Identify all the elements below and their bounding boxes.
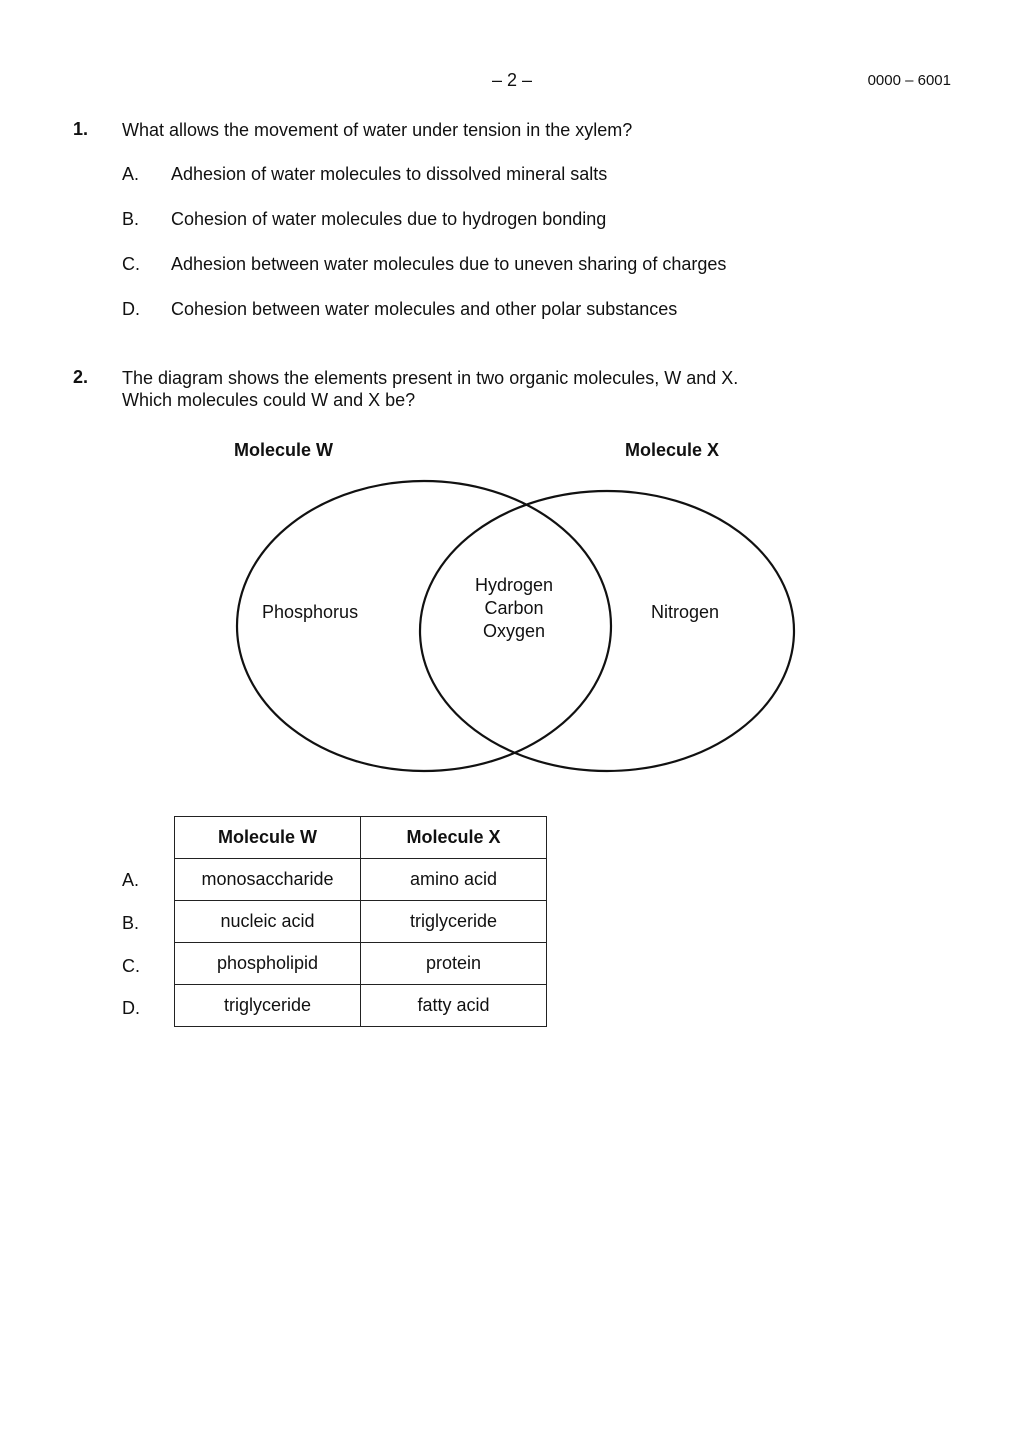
- q1-option-b-letter: B.: [122, 209, 140, 229]
- table-header-molecule-w: Molecule W: [175, 817, 361, 859]
- venn-right-title: Molecule X: [625, 440, 720, 460]
- table-row: [175, 859, 547, 901]
- venn-left-title: Molecule W: [234, 440, 334, 460]
- question-2-text-line-2: Which molecules could W and X be?: [122, 390, 416, 410]
- q2-option-c-letter: C.: [122, 956, 140, 976]
- table-cell-x: triglyceride: [361, 901, 547, 943]
- q2-option-a-letter: A.: [122, 870, 140, 890]
- q1-option-c-text: Adhesion between water molecules due to uneven sharing of charges: [171, 254, 727, 274]
- q2-option-d-letter: D.: [122, 998, 140, 1018]
- table-cell-x: fatty acid: [361, 985, 547, 1027]
- answer-table: [174, 816, 547, 1027]
- question-1-number: 1.: [73, 119, 89, 139]
- q1-option-a-letter: A.: [122, 164, 140, 184]
- page-number: – 2 –: [491, 70, 533, 90]
- q1-option-d-letter: D.: [122, 299, 140, 319]
- venn-right-only-label: Nitrogen: [651, 602, 720, 622]
- venn-shared-element: Oxygen: [482, 621, 546, 641]
- venn-shared-element: Hydrogen: [474, 575, 554, 595]
- exam-code: 0000 – 6001: [867, 72, 951, 89]
- venn-left-only-label: Phosphorus: [262, 602, 359, 622]
- q1-option-d-text: Cohesion between water molecules and other polar substances: [171, 299, 678, 319]
- question-1-text: What allows the movement of water under tension in the xylem?: [122, 120, 633, 140]
- table-row: [175, 943, 547, 985]
- question-2-text-line-1: The diagram shows the elements present in two organic molecules, W and X.: [122, 368, 739, 388]
- venn-shared-elements: [454, 574, 574, 643]
- table-cell-x: amino acid: [361, 859, 547, 901]
- table-cell-x: protein: [361, 943, 547, 985]
- table-cell-w: nucleic acid: [175, 901, 361, 943]
- venn-shared-element: Carbon: [484, 598, 544, 618]
- table-header-molecule-x: Molecule X: [361, 817, 547, 859]
- q1-option-b-text: Cohesion of water molecules due to hydrogen bonding: [171, 209, 607, 229]
- q1-option-a-text: Adhesion of water molecules to dissolved mineral salts: [171, 164, 608, 184]
- table-row: [175, 985, 547, 1027]
- table-header-row: [175, 817, 547, 859]
- table-cell-w: triglyceride: [175, 985, 361, 1027]
- table-row: [175, 901, 547, 943]
- table-cell-w: phospholipid: [175, 943, 361, 985]
- question-2-number: 2.: [73, 367, 89, 387]
- table-cell-w: monosaccharide: [175, 859, 361, 901]
- q1-option-c-letter: C.: [122, 254, 140, 274]
- q2-option-b-letter: B.: [122, 913, 140, 933]
